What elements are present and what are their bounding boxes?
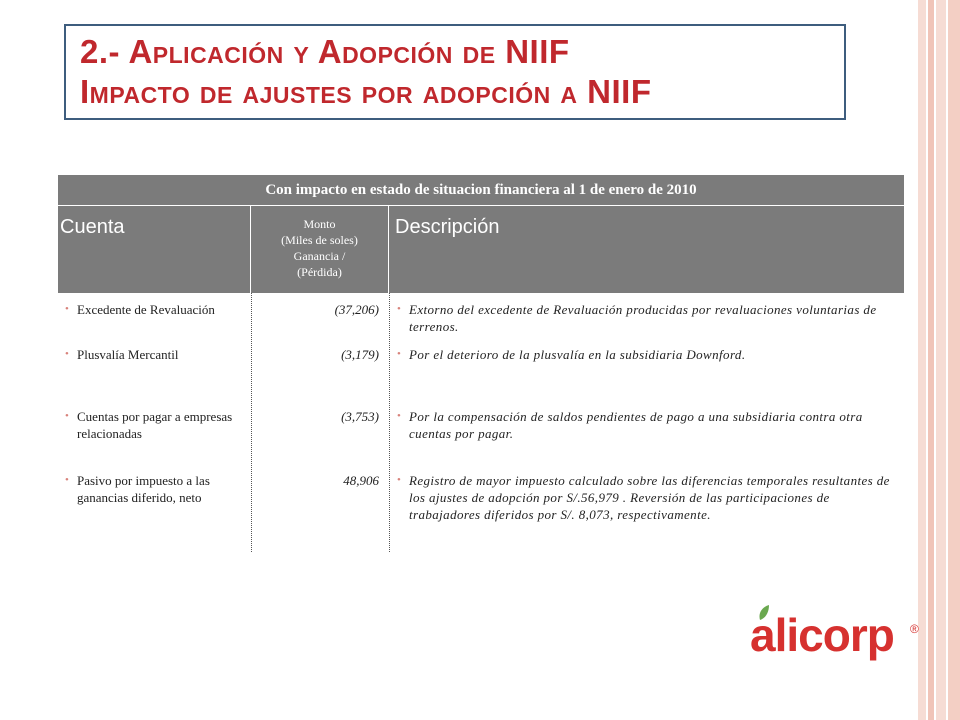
- registered-mark: ®: [910, 622, 919, 636]
- slide-title-line2: Impacto de ajustes por adopción a NIIF: [80, 73, 652, 110]
- cell-descripcion: Registro de mayor impuesto calculado sobre las diferencias temporales resultantes de los ajustes de adopción por S/.56,979 . Reversión de las participaciones de trabajadores diferidos por S/. 8,073, respectivamente.: [409, 473, 890, 522]
- cell-descripcion: Extorno del excedente de Revaluación producidas por revaluaciones voluntarias de terrenos.: [409, 302, 877, 334]
- header-monto-line: Monto: [303, 217, 336, 231]
- cell-monto: (37,206): [334, 302, 379, 317]
- table-row: [58, 472, 904, 552]
- table-row: [58, 346, 904, 408]
- table-row: [58, 408, 904, 472]
- cell-monto: 48,906: [343, 473, 379, 488]
- cell-cuenta: Excedente de Revaluación: [77, 302, 215, 317]
- bullet-icon: •: [65, 348, 69, 360]
- table-caption: Con impacto en estado de situacion financiera al 1 de enero de 2010: [58, 175, 904, 205]
- cell-cuenta: Pasivo por impuesto a las ganancias diferido, neto: [77, 473, 210, 505]
- header-monto: [251, 206, 389, 293]
- table-body: [58, 293, 904, 552]
- bullet-icon: •: [65, 474, 69, 486]
- cell-monto: (3,179): [341, 347, 379, 362]
- column-divider: [251, 293, 252, 552]
- adjustments-table: [58, 175, 904, 552]
- header-monto-line: (Pérdida): [297, 265, 342, 279]
- header-monto-line: Ganancia /: [293, 249, 346, 263]
- bullet-icon: •: [65, 303, 69, 315]
- alicorp-logo: [750, 604, 925, 666]
- header-cuenta: Cuenta: [58, 206, 251, 293]
- column-divider: [389, 293, 390, 552]
- header-monto-line: (Miles de soles): [281, 233, 358, 247]
- cell-descripcion: Por la compensación de saldos pendientes de pago a una subsidiaria contra otra cuentas por pagar.: [409, 409, 863, 441]
- bullet-icon: •: [397, 303, 402, 315]
- table-header-row: [58, 205, 904, 293]
- bullet-icon: •: [397, 410, 402, 422]
- logo-text: alicorp: [750, 609, 894, 661]
- bullet-icon: •: [397, 348, 402, 360]
- bullet-icon: •: [65, 410, 69, 422]
- cell-monto: (3,753): [341, 409, 379, 424]
- slide-title-box: [64, 24, 846, 120]
- cell-cuenta: Plusvalía Mercantil: [77, 347, 179, 362]
- cell-cuenta: Cuentas por pagar a empresas relacionadas: [77, 409, 233, 441]
- header-descripcion: Descripción: [389, 206, 904, 293]
- bullet-icon: •: [397, 474, 402, 486]
- table-row: [58, 293, 904, 346]
- cell-descripcion: Por el deterioro de la plusvalía en la subsidiaria Downford.: [409, 347, 746, 362]
- slide-title-line1: 2.- Aplicación y Adopción de NIIF: [80, 33, 570, 70]
